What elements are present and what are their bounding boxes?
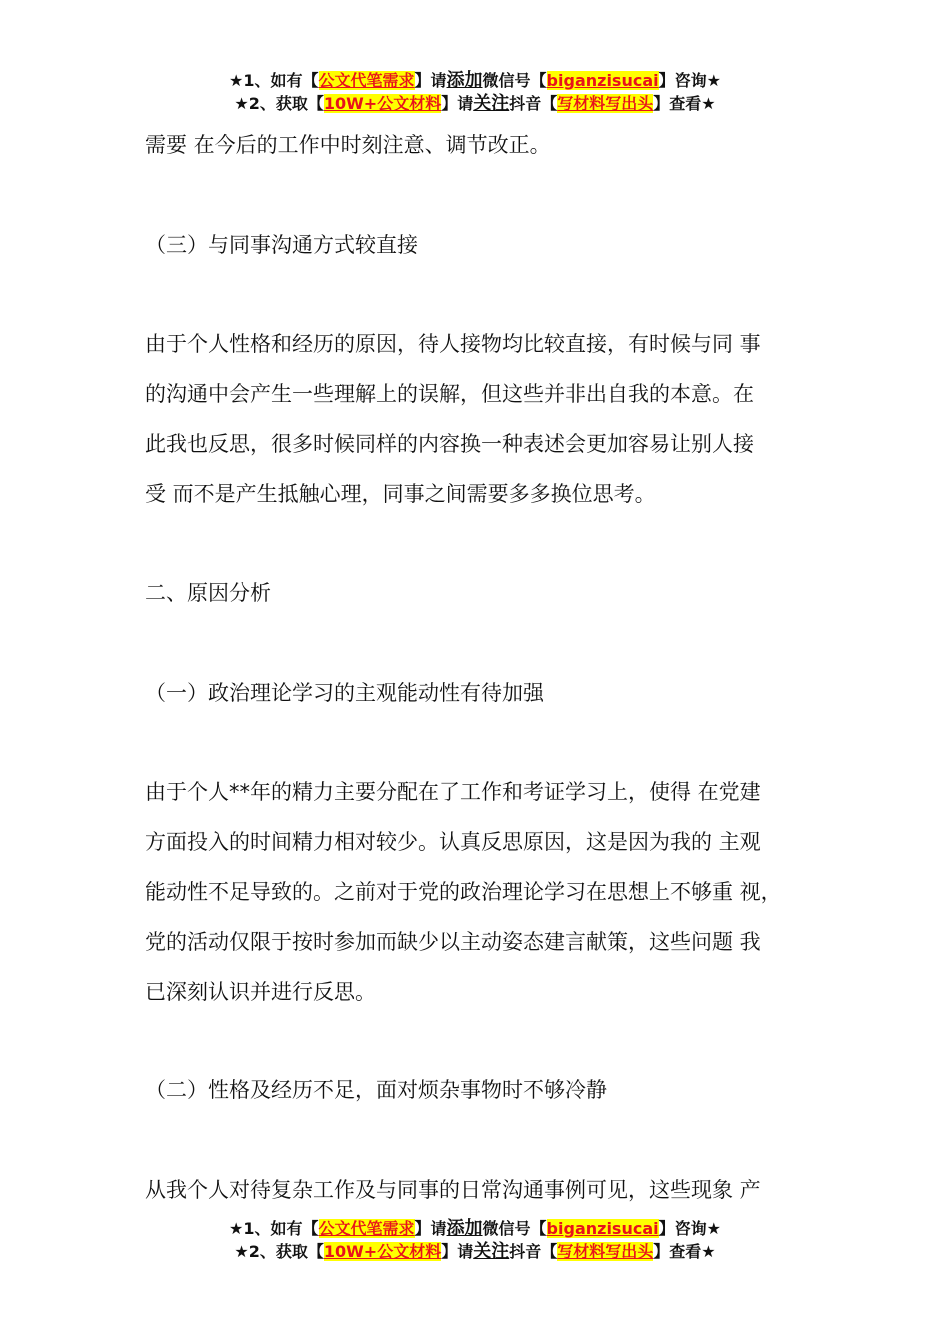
text-line: 能动性不足导致的。之前对于党的政治理论学习在思想上不够重 视， — [145, 880, 782, 904]
heading-3: （三）与同事沟通方式较直接 — [145, 233, 418, 257]
text-line: 受 而不是产生抵触心理，同事之间需要多多换位思考。 — [145, 482, 656, 506]
paragraph-continuation — [145, 120, 845, 170]
text-line: 由于个人**年的精力主要分配在了工作和考证学习上，使得 在党建 — [145, 780, 761, 804]
text-line: 需要 在今后的工作中时刻注意、调节改正。 — [145, 133, 551, 157]
heading-2: （二）性格及经历不足，面对烦杂事物时不够冷静 — [145, 1078, 607, 1102]
text-line: 党的活动仅限于按时参加而缺少以主动姿态建言献策，这些问题 我 — [145, 930, 761, 954]
text-line: 由于个人性格和经历的原因，待人接物均比较直接，有时候与同 事 — [145, 332, 761, 356]
banner-line-2: ★2、获取【10W+公文材料】请关注抖音【写材料写出头】查看★ — [234, 93, 716, 114]
heading-1: （一）政治理论学习的主观能动性有待加强 — [145, 681, 544, 705]
highlight-douyin: 写材料写出头 — [557, 94, 654, 113]
text-line: 此我也反思，很多时候同样的内容换一种表述会更加容易让别人接 — [145, 432, 754, 456]
text-line: 已深刻认识并进行反思。 — [145, 980, 376, 1004]
text-line: 的沟通中会产生一些理解上的误解，但这些并非出自我的本意。在 — [145, 382, 754, 406]
highlight-materials: 10W+公文材料 — [323, 1242, 442, 1261]
paragraph-communication — [145, 319, 845, 519]
highlight-service: 公文代笔需求 — [318, 71, 415, 90]
highlight-wechat-id: biganzisucai — [546, 1219, 659, 1238]
text-line: 从我个人对待复杂工作及与同事的日常沟通事例可见，这些现象 产 — [145, 1178, 761, 1202]
footer-banner — [0, 1217, 950, 1263]
highlight-wechat-id: biganzisucai — [546, 71, 659, 90]
highlight-materials: 10W+公文材料 — [323, 94, 442, 113]
highlight-service: 公文代笔需求 — [318, 1219, 415, 1238]
highlight-douyin: 写材料写出头 — [557, 1242, 654, 1261]
section-heading-cause-analysis: 二、原因分析 — [145, 581, 271, 605]
text-line: 方面投入的时间精力相对较少。认真反思原因，这是因为我的 主观 — [145, 830, 761, 854]
banner-line-2: ★2、获取【10W+公文材料】请关注抖音【写材料写出头】查看★ — [234, 1241, 716, 1262]
banner-line-1: ★1、如有【公文代笔需求】请添加微信号【biganzisucai】咨询★ — [229, 1218, 721, 1239]
paragraph-political-study — [145, 767, 845, 1017]
header-banner — [0, 69, 950, 115]
paragraph-personality — [145, 1165, 845, 1215]
banner-line-1: ★1、如有【公文代笔需求】请添加微信号【biganzisucai】咨询★ — [229, 70, 721, 91]
